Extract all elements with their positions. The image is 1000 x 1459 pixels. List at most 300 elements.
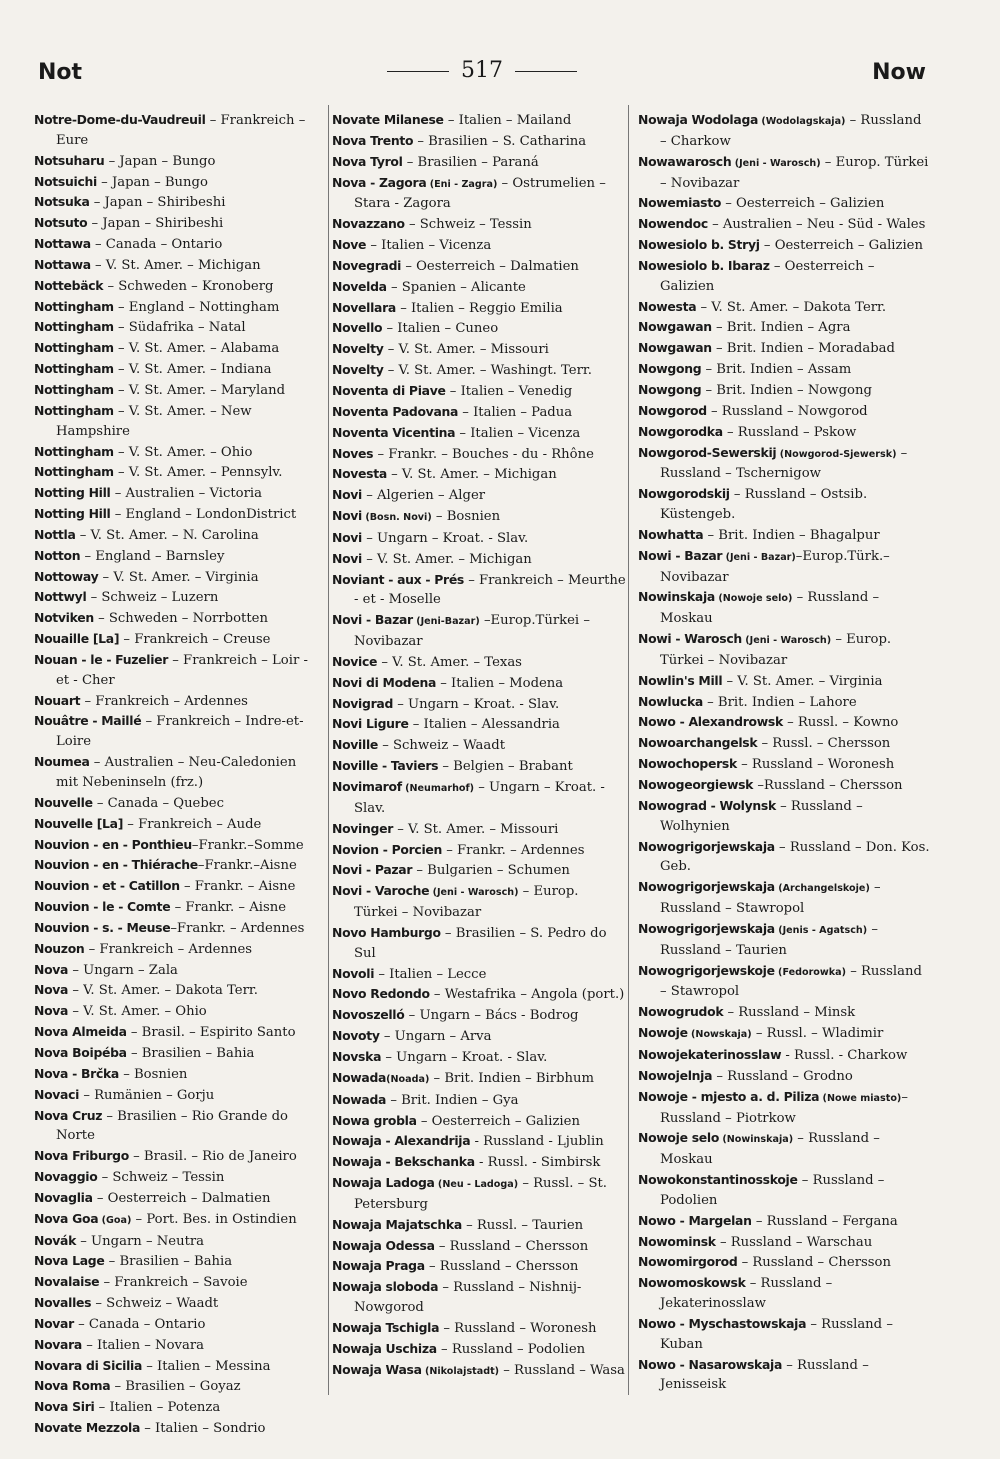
- entry-headword: Nova Trento: [332, 132, 414, 148]
- gazetteer-entry: [34, 462, 322, 483]
- gazetteer-entry: [332, 235, 626, 256]
- page-number: 517: [461, 58, 503, 83]
- gazetteer-entry: [638, 422, 930, 443]
- gazetteer-entry: [34, 608, 322, 629]
- entry-alt-name: (Archangelskoje): [774, 883, 870, 895]
- entry-location: – Russland – Piotrkow: [660, 1089, 908, 1126]
- gazetteer-entry: [34, 213, 322, 234]
- gazetteer-entry: [34, 380, 322, 401]
- entry-headword: Nowgorodskij: [638, 486, 730, 502]
- gazetteer-entry: [638, 338, 930, 359]
- entry-location: – Ungarn – Arva: [379, 1029, 492, 1045]
- gazetteer-entry: [638, 692, 930, 713]
- entry-location: – Schweiz – Tessin: [404, 217, 532, 233]
- entry-headword: Novelty: [332, 362, 384, 378]
- header-rule-right: [515, 71, 577, 72]
- entry-location: –Europ.Türkei – Novibazar: [354, 613, 590, 650]
- entry-location: – V. St. Amer. – Virginia: [98, 569, 259, 585]
- entry-location: – Brasil. – Espirito Santo: [126, 1025, 296, 1041]
- gazetteer-entry: [332, 464, 626, 485]
- gazetteer-entry: [332, 923, 626, 964]
- entry-location: – Oesterreich – Galizien: [721, 196, 885, 212]
- entry-location: – Russland – Taurien: [660, 921, 878, 958]
- entry-alt-name: (Jeni - Warosch): [741, 635, 832, 647]
- entry-headword: Novinger: [332, 820, 394, 836]
- gazetteer-entry: [34, 567, 322, 588]
- entry-location: – V. St. Amer. – New Hampshire: [56, 403, 252, 439]
- gazetteer-entry: [34, 835, 322, 856]
- entry-headword: Nove: [332, 237, 367, 253]
- gazetteer-entry: [332, 1152, 626, 1173]
- entry-location: – V. St. Amer. – Dakota Terr.: [696, 299, 887, 315]
- entry-location: – Russland – Moskau: [660, 590, 880, 627]
- entry-headword: Nowlin's Mill: [638, 672, 723, 688]
- entry-headword: Nowomoskowsk: [638, 1275, 746, 1291]
- entry-headword: Novo Hamburgo: [332, 924, 441, 940]
- entry-location: – Schweiz – Luzern: [86, 590, 219, 606]
- entry-headword: Nouvion - et - Catillon: [34, 878, 180, 894]
- entry-location: – V. St. Amer. – Alabama: [113, 341, 280, 357]
- entry-location: – Russland – Wolhynien: [660, 798, 863, 834]
- entry-location: – Russland – Woronesh: [736, 757, 895, 773]
- gazetteer-entry: [332, 860, 626, 881]
- entry-location: – Ostrumelien – Stara - Zagora: [354, 175, 606, 212]
- entry-headword: Nouaille [La]: [34, 631, 120, 647]
- gazetteer-entry: [34, 1188, 322, 1209]
- entry-alt-name: (Neumarhof): [401, 783, 475, 794]
- gazetteer-entry: [34, 1209, 322, 1231]
- entry-location: – Russland – Nishnij-Nowgorod: [354, 1280, 582, 1316]
- gazetteer-entry: [34, 1251, 322, 1272]
- entry-location: – Brit. Indien – Gya: [386, 1092, 519, 1108]
- entry-location: – Italien – Modena: [436, 675, 564, 691]
- entry-headword: Nova Tyrol: [332, 153, 403, 169]
- entry-location: – Russl. – Kowno: [782, 715, 899, 731]
- entry-location: – Italien – Reggio Emilia: [396, 300, 563, 316]
- entry-alt-name: (Nowskaja): [687, 1029, 752, 1041]
- header-rule-left: [387, 71, 449, 72]
- entry-alt-name: (Jeni - Warosch): [429, 887, 519, 899]
- entry-headword: Nowaja Odessa: [332, 1237, 435, 1253]
- entry-headword: Noville - Taviers: [332, 758, 439, 774]
- entry-headword: Novoty: [332, 1028, 380, 1044]
- entry-location: – Russland – Jenisseisk: [660, 1357, 869, 1393]
- entry-location: – Brasilien – Goyaz: [110, 1379, 241, 1395]
- entry-location: – Brasilien – Paraná: [402, 154, 539, 170]
- entry-location: – Europ. Türkei – Novibazar: [354, 884, 579, 921]
- gazetteer-entry: [34, 814, 322, 835]
- gazetteer-entry: [34, 297, 322, 318]
- entry-headword: Nova - Zagora: [332, 174, 427, 190]
- entry-location: – Australien – Victoria: [110, 486, 262, 502]
- entry-location: – Bulgarien – Schumen: [412, 863, 570, 879]
- entry-headword: Novoszelló: [332, 1007, 405, 1023]
- gazetteer-entry: [332, 1277, 626, 1318]
- gazetteer-entry: [332, 360, 626, 381]
- entry-location: – Europ. Türkei – Novibazar: [660, 632, 892, 668]
- entry-headword: Nowogrigorjewskaja: [638, 838, 775, 854]
- entry-headword: Novimarof: [332, 779, 402, 794]
- entry-headword: Novaglia: [34, 1189, 93, 1205]
- entry-headword: Nova Friburgo: [34, 1148, 129, 1164]
- entry-location: – Russland – Jekaterinosslaw: [660, 1276, 833, 1312]
- entry-location: – Russland – Minsk: [723, 1005, 856, 1021]
- entry-headword: Novi - Varoche: [332, 883, 430, 899]
- entry-location: – Russland – Chersson: [434, 1238, 589, 1254]
- gazetteer-entry: [638, 235, 930, 256]
- gazetteer-entry: [332, 735, 626, 756]
- entry-headword: Notsuharu: [34, 152, 105, 168]
- entry-alt-name: (Goa): [98, 1214, 132, 1226]
- entry-location: –Frankr.–Somme: [191, 837, 304, 853]
- entry-location: – Japan – Bungo: [104, 153, 216, 169]
- gazetteer-entry: [638, 1128, 930, 1170]
- entry-headword: Nottingham: [34, 443, 114, 459]
- gazetteer-entry: [34, 1064, 322, 1085]
- entry-headword: Nowoje: [638, 1025, 688, 1041]
- gazetteer-entry: [34, 1085, 322, 1106]
- entry-location: – Westafrika – Angola (port.): [429, 987, 625, 1003]
- gazetteer-entry: [638, 712, 930, 733]
- gazetteer-entry: [332, 1236, 626, 1257]
- entry-headword: Noves: [332, 445, 374, 461]
- gazetteer-entry: [332, 444, 626, 465]
- gazetteer-entry: [332, 881, 626, 923]
- entry-location: – Brit. Indien – Agra: [711, 320, 851, 336]
- gazetteer-entry: [34, 793, 322, 814]
- entry-headword: Novigrad: [332, 695, 394, 711]
- gazetteer-entry: [332, 131, 626, 152]
- entry-alt-name: (Fedorowka): [774, 966, 846, 978]
- entry-location: - Russland - Ljublin: [470, 1134, 604, 1150]
- gazetteer-entry: [638, 297, 930, 318]
- gazetteer-entry: [638, 484, 930, 525]
- entry-headword: Nowgawan: [638, 319, 712, 335]
- entry-headword: Nouvion - s. - Meuse: [34, 919, 171, 935]
- entry-location: – Italien – Padua: [458, 404, 573, 420]
- gazetteer-entry: [638, 796, 930, 837]
- entry-location: – Ungarn – Kroat. - Slav.: [393, 696, 560, 712]
- entry-location: – England – Barnsley: [80, 548, 225, 564]
- entry-headword: Nowaja Uschiza: [332, 1340, 437, 1356]
- entry-headword: Nowesta: [638, 298, 697, 314]
- entry-headword: Novi - Pazar: [332, 862, 413, 878]
- gazetteer-entry: [332, 1215, 626, 1236]
- entry-headword: Novoli: [332, 965, 375, 981]
- entry-alt-name: (Noada): [386, 1073, 430, 1085]
- gazetteer-entry: [332, 549, 626, 570]
- entry-headword: Nottingham: [34, 464, 114, 480]
- gazetteer-entry: [34, 650, 322, 691]
- entry-location: – Brasilien – Bahia: [104, 1254, 233, 1270]
- gazetteer-entry: [34, 504, 322, 525]
- entry-headword: Nova Boipéba: [34, 1044, 127, 1060]
- gazetteer-entry: [332, 1339, 626, 1360]
- entry-headword: Novate Mezzola: [34, 1420, 141, 1436]
- gazetteer-entry: [34, 960, 322, 981]
- entry-location: - Russl. - Simbirsk: [474, 1155, 601, 1171]
- entry-location: – Italien – Potenza: [94, 1400, 221, 1416]
- entry-location: – Frankreich – Meurthe - et - Moselle: [354, 572, 626, 608]
- entry-alt-name: (Eni - Zagra): [426, 178, 498, 190]
- entry-location: – Italien – Mailand: [443, 113, 572, 128]
- entry-location: – Frankr. – Bouches - du - Rhône: [373, 446, 594, 462]
- gazetteer-entry: [34, 939, 322, 960]
- entry-alt-name: (Nowe miasto): [819, 1092, 902, 1104]
- entry-headword: Nottoway: [34, 568, 99, 584]
- entry-location: – Schweiz – Waadt: [91, 1296, 219, 1312]
- gazetteer-entry: [638, 629, 930, 671]
- entry-headword: Nowogrigorjewskaja: [638, 879, 775, 895]
- entry-headword: Nowgawan: [638, 340, 712, 356]
- entry-location: – Algerien – Alger: [362, 488, 486, 504]
- entry-headword: Noville: [332, 737, 379, 753]
- entry-location: – V. St. Amer. – Washingt. Terr.: [383, 363, 592, 379]
- entry-location: – Russland – Pskow: [722, 424, 857, 440]
- entry-headword: Notsuka: [34, 194, 90, 210]
- entry-headword: Nowaja Wasa: [332, 1361, 422, 1377]
- page-header: [38, 58, 926, 92]
- gazetteer-entry: [332, 256, 626, 277]
- entry-location: – Russland – Stawropol: [660, 963, 922, 1000]
- gazetteer-entry: [332, 777, 626, 819]
- entry-headword: Novelty: [332, 341, 384, 357]
- gazetteer-entry: [638, 1273, 930, 1314]
- gazetteer-entry: [638, 401, 930, 422]
- gazetteer-entry: [34, 1146, 322, 1167]
- gazetteer-entry: [34, 546, 322, 567]
- entry-headword: Novalaise: [34, 1274, 100, 1290]
- gazetteer-entry: [332, 318, 626, 339]
- gazetteer-entry: [638, 256, 930, 297]
- entry-headword: Nowgorod-Sewerskij: [638, 444, 777, 460]
- entry-alt-name: (Nikolajstadt): [421, 1365, 500, 1377]
- entry-headword: Nowa grobla: [332, 1112, 417, 1128]
- entry-location: – Port. Bes. in Ostindien: [131, 1211, 297, 1227]
- entry-location: – Frankreich – Ardennes: [84, 941, 253, 957]
- entry-headword: Nowoje - mjesto a. d. Piliza: [638, 1088, 820, 1104]
- entry-location: – Frankr. – Aisne: [170, 900, 287, 916]
- entry-headword: Novi Ligure: [332, 716, 409, 732]
- entry-headword: Nouvion - le - Comte: [34, 899, 171, 915]
- entry-headword: Novate Milanese: [332, 112, 444, 127]
- entry-headword: Nowaja - Bekschanka: [332, 1154, 475, 1170]
- entry-location: – Russland – Fergana: [751, 1213, 898, 1229]
- entry-alt-name: (Jeni - Warosch): [731, 157, 821, 169]
- entry-headword: Nowgong: [638, 361, 702, 377]
- entry-location: – Frankreich – Eure: [56, 113, 306, 148]
- entry-location: – Italien – Vicenza: [455, 425, 581, 441]
- entry-location: – Frankr. – Ardennes: [442, 842, 585, 858]
- gazetteer-entry: [34, 1376, 322, 1397]
- entry-location: – Italien – Venedig: [445, 383, 573, 399]
- entry-headword: Novelda: [332, 278, 387, 294]
- gazetteer-entry: [332, 298, 626, 319]
- entry-location: – Frankreich – Aude: [123, 816, 262, 832]
- entry-location: – Russland – Grodno: [712, 1068, 853, 1084]
- entry-location: –Frankr. – Ardennes: [170, 920, 305, 936]
- gazetteer-entry: [638, 214, 930, 235]
- gazetteer-entry: [34, 752, 322, 793]
- entry-headword: Novaggio: [34, 1169, 98, 1185]
- entry-headword: Nova Siri: [34, 1399, 95, 1415]
- gazetteer-entry: [638, 877, 930, 919]
- entry-headword: Novák: [34, 1232, 77, 1248]
- gazetteer-entry: [332, 214, 626, 235]
- entry-location: – Russl. – Wladimir: [751, 1026, 884, 1042]
- gazetteer-entry: [332, 173, 626, 215]
- entry-location: – Canada – Ontario: [73, 1316, 206, 1332]
- entry-headword: Novegradi: [332, 257, 402, 273]
- entry-location: – V. St. Amer. – Virginia: [722, 673, 883, 689]
- gazetteer-entry: [638, 754, 930, 775]
- gazetteer-entry: [34, 401, 322, 442]
- entry-location: – V. St. Amer. – Michigan: [362, 551, 532, 567]
- entry-headword: Notviken: [34, 610, 94, 626]
- entry-headword: Nottingham: [34, 319, 114, 335]
- gazetteer-entry: [34, 1335, 322, 1356]
- entry-headword: Nottla: [34, 526, 76, 542]
- entry-headword: Novalles: [34, 1295, 92, 1311]
- gazetteer-entry: [638, 317, 930, 338]
- entry-headword: Nowogeorgiewsk: [638, 777, 754, 792]
- entry-location: – V. St. Amer. – N. Carolina: [75, 527, 259, 543]
- gazetteer-entry: [332, 1005, 626, 1026]
- entry-location: – Italien – Messina: [142, 1358, 271, 1374]
- entry-headword: Nowojekaterinosslaw: [638, 1046, 782, 1062]
- entry-headword: Nova: [34, 1003, 69, 1019]
- gazetteer-entry: [34, 587, 322, 608]
- entry-alt-name: (Nowgorod-Sjewersk): [776, 448, 897, 460]
- gazetteer-entry: [332, 423, 626, 444]
- entry-location: – Schweiz – Tessin: [97, 1170, 225, 1186]
- gazetteer-entry: [332, 1090, 626, 1111]
- entry-headword: Novo Redondo: [332, 986, 430, 1002]
- entry-location: – Russland – Charkow: [660, 113, 922, 149]
- entry-headword: Notsuto: [34, 215, 88, 231]
- entry-location: – Russland – Nowgorod: [706, 403, 868, 419]
- gazetteer-entry: [332, 1111, 626, 1132]
- gazetteer-entry: [34, 1022, 322, 1043]
- entry-location: – Brit. Indien – Lahore: [702, 694, 857, 710]
- gazetteer-entry: [332, 673, 626, 694]
- gazetteer-entry: [34, 855, 322, 876]
- gazetteer-entry: [332, 110, 626, 131]
- entry-location: – Brit. Indien – Nowgong: [701, 382, 872, 398]
- entry-headword: Noventa Padovana: [332, 403, 459, 419]
- entry-location: – V. St. Amer. – Dakota Terr.: [68, 983, 258, 999]
- entry-headword: Nowo - Nasarowskaja: [638, 1356, 783, 1372]
- gazetteer-entry: [638, 443, 930, 485]
- entry-headword: Nowhatta: [638, 526, 704, 542]
- entry-headword: Nova: [34, 961, 69, 977]
- gazetteer-entry: [34, 1418, 322, 1439]
- entry-headword: Nowendoc: [638, 216, 708, 232]
- entry-location: – Russland – Kuban: [660, 1316, 893, 1352]
- entry-headword: Nottingham: [34, 402, 114, 418]
- entry-headword: Notting Hill: [34, 506, 111, 522]
- gazetteer-entry: [34, 691, 322, 712]
- entry-location: – Russland – Podolien: [436, 1341, 586, 1357]
- entry-location: – Brasilien – S. Catharina: [413, 133, 587, 149]
- entry-location: –Frankr.–Aisne: [197, 858, 297, 874]
- entry-location: – Russland – Chersson: [737, 1255, 891, 1271]
- entry-headword: Nowesiolo b. Ibaraz: [638, 257, 770, 273]
- entry-headword: Nova Lage: [34, 1253, 105, 1269]
- gazetteer-entry: [332, 339, 626, 360]
- entry-headword: Nouvion - en - Ponthieu: [34, 836, 192, 852]
- entry-headword: Noventa di Piave: [332, 382, 446, 398]
- entry-headword: Nowaja Wodolaga: [638, 112, 759, 127]
- gazetteer-entry: [34, 897, 322, 918]
- column-1: [34, 110, 322, 1437]
- entry-headword: Nova Cruz: [34, 1107, 103, 1123]
- entry-headword: Novesta: [332, 466, 387, 482]
- gazetteer-entry: [34, 1001, 322, 1022]
- gazetteer-entry: [638, 110, 930, 152]
- entry-location: – Ungarn – Neutra: [76, 1233, 205, 1249]
- gazetteer-entry: [34, 110, 322, 151]
- entry-location: – Brasilien – S. Pedro do Sul: [354, 925, 607, 961]
- entry-headword: Nowawarosch: [638, 153, 732, 169]
- entry-headword: Novara di Sicilia: [34, 1357, 143, 1373]
- entry-headword: Nowoarchangelsk: [638, 735, 758, 751]
- gazetteer-entry: [638, 1314, 930, 1355]
- gazetteer-entry: [332, 610, 626, 652]
- entry-location: – Europ. Türkei – Novibazar: [660, 154, 929, 191]
- entry-alt-name: (Jeni - Bazar): [722, 551, 796, 563]
- entry-location: – Schweden – Norrbotten: [93, 611, 268, 627]
- entry-location: – Bosnien: [119, 1066, 188, 1082]
- gazetteer-entry: [34, 1397, 322, 1418]
- entry-location: – Frankreich – Loir - et - Cher: [56, 652, 308, 688]
- entry-headword: Nova Goa: [34, 1210, 99, 1226]
- entry-location: – Brit. Indien – Moradabad: [711, 341, 895, 357]
- gazetteer-entry: [638, 1252, 930, 1273]
- gazetteer-entry: [34, 255, 322, 276]
- entry-headword: Nowochopersk: [638, 756, 737, 772]
- entry-location: – Brasilien – Bahia: [126, 1045, 255, 1061]
- entry-location: – Italien – Vicenza: [366, 238, 492, 254]
- gazetteer-entry: [332, 1173, 626, 1215]
- entry-headword: Novar: [34, 1315, 74, 1331]
- page-number-block: [38, 58, 926, 83]
- entry-headword: Novara: [34, 1336, 82, 1352]
- gazetteer-entry: [34, 1167, 322, 1188]
- entry-alt-name: (Bosn. Novi): [362, 512, 432, 524]
- entry-location: – V. St. Amer. – Maryland: [113, 382, 286, 398]
- gazetteer-entry: [332, 1256, 626, 1277]
- entry-headword: Nowaja Ladoga: [332, 1175, 435, 1191]
- entry-location: – V. St. Amer. – Pennsylv.: [113, 465, 283, 481]
- entry-headword: Novi - Bazar: [332, 612, 413, 628]
- gazetteer-entry: [34, 276, 322, 297]
- entry-location: – Schweiz – Waadt: [378, 738, 506, 754]
- entry-alt-name: (Wodolagskaja): [758, 116, 846, 127]
- gazetteer-entry: [332, 714, 626, 735]
- entry-location: – Frankreich – Creuse: [119, 632, 271, 648]
- gazetteer-entry: [332, 1026, 626, 1047]
- entry-headword: Nowlucka: [638, 693, 703, 709]
- entry-location: – Canada – Quebec: [92, 795, 224, 811]
- entry-location: – V. St. Amer. – Michigan: [386, 467, 557, 483]
- entry-headword: Nouart: [34, 692, 81, 708]
- gazetteer-entry: [34, 876, 322, 897]
- entry-location: – Italien – Novara: [82, 1337, 205, 1353]
- entry-location: – Ungarn – Bács - Bodrog: [404, 1008, 579, 1024]
- entry-headword: Nowaja sloboda: [332, 1279, 439, 1295]
- entry-location: – Brit. Indien – Birbhum: [429, 1070, 595, 1086]
